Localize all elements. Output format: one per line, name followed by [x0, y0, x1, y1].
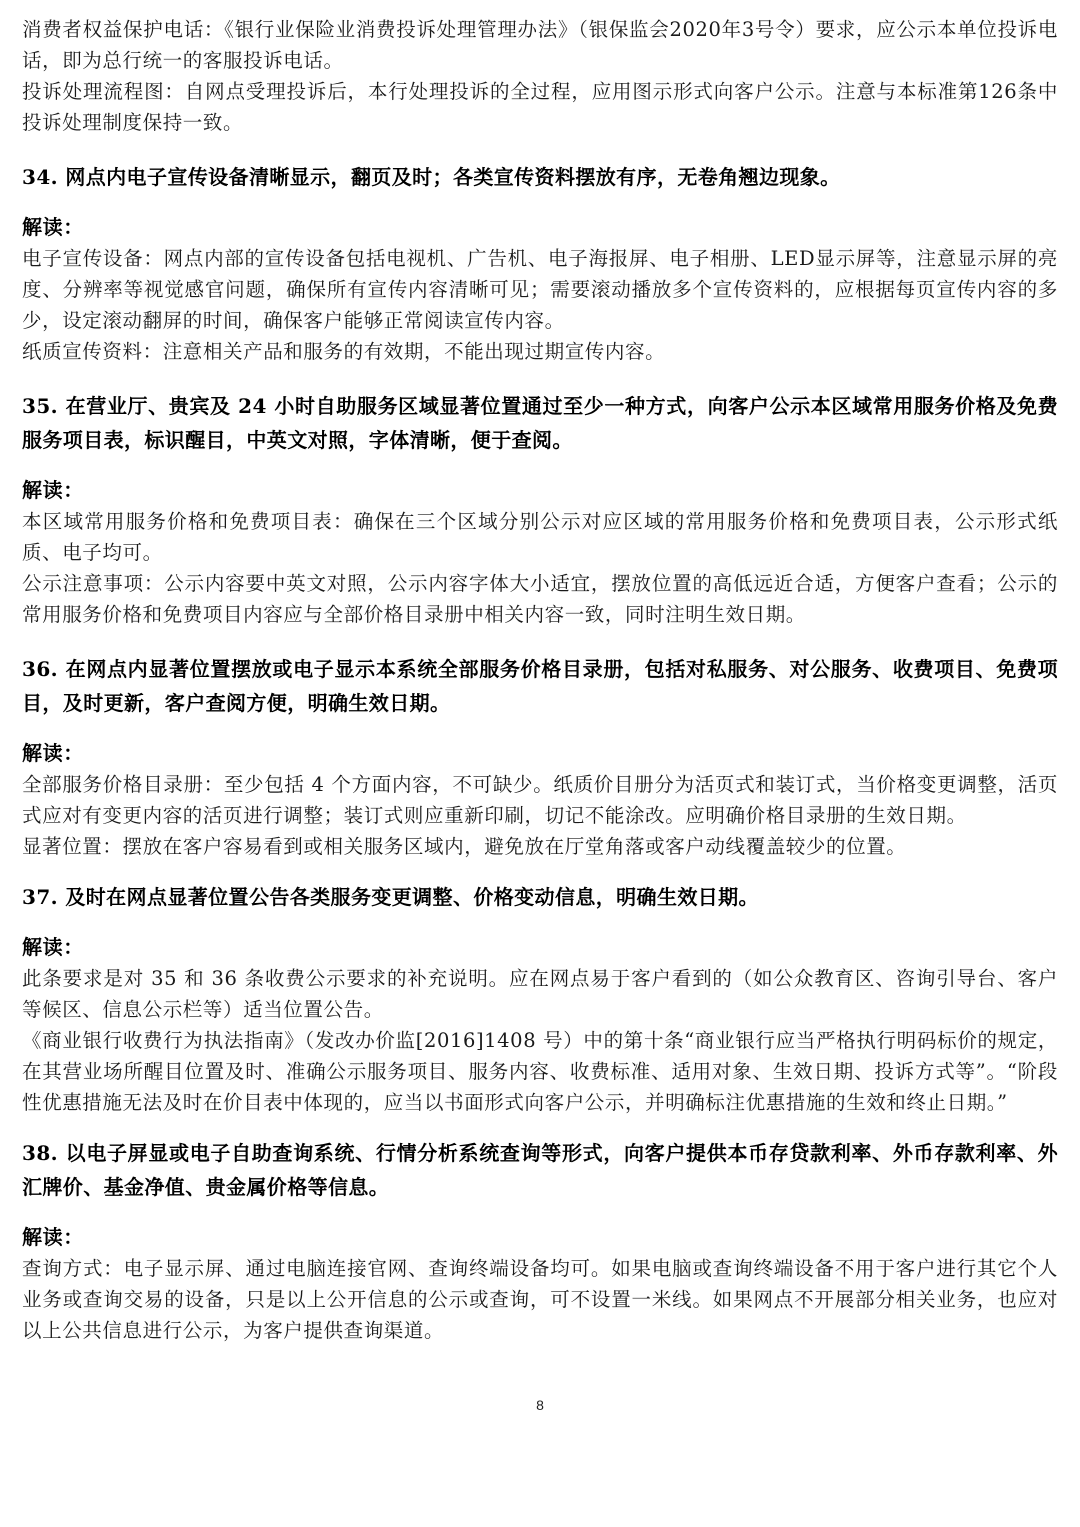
interpretation-paragraph: 公示注意事项：公示内容要中英文对照，公示内容字体大小适宜，摆放位置的高低远近合适，方便客户查看；公示的常用服务价格和免费项目内容应与全部价格目录册中相关内容一致，同时注明生效日期。: [22, 572, 1058, 626]
section-37: [22, 880, 1058, 1118]
section-heading: 38. 以电子屏显或电子自助查询系统、行情分析系统查询等形式，向客户提供本币存贷款利率、外币存款利率、外汇牌价、基金净值、贵金属价格等信息。: [22, 1141, 1058, 1199]
interpretation-paragraph: 全部服务价格目录册：至少包括 4 个方面内容，不可缺少。纸质价目册分为活页式和装订式，当价格变更调整，活页式应对有变更内容的活页进行调整；装订式则应重新印刷，切记不能涂改。应明确价格目录册的生效日期。: [22, 773, 1058, 827]
section-35: [22, 389, 1058, 630]
interpretation-paragraph: 本区域常用服务价格和免费项目表：确保在三个区域分别公示对应区域的常用服务价格和免费项目表，公示形式纸质、电子均可。: [22, 510, 1058, 564]
interpretation-label: 解读：: [22, 1225, 84, 1249]
interpretation-paragraph: 《商业银行收费行为执法指南》（发改办价监[2016]1408 号）中的第十条“商业银行应当严格执行明码标价的规定，在其营业场所醒目位置及时、准确公示服务项目、服务内容、收费标准、适用对象、生效日期、投诉方式等”。“阶段性优惠措施无法及时在价目表中体现的，应当以书面形式向客户公示，并明确标注优惠措施的生效和终止日期。”: [22, 1029, 1058, 1114]
interpretation-paragraph: 显著位置：摆放在客户容易看到或相关服务区域内，避免放在厅堂角落或客户动线覆盖较少的位置。: [22, 835, 907, 858]
interpretation-paragraph: 此条要求是对 35 和 36 条收费公示要求的补充说明。应在网点易于客户看到的（如公众教育区、咨询引导台、客户等候区、信息公示栏等）适当位置公告。: [22, 967, 1058, 1021]
interpretation-paragraph: 查询方式：电子显示屏、通过电脑连接官网、查询终端设备均可。如果电脑或查询终端设备不用于客户进行其它个人业务或查询交易的设备，只是以上公开信息的公示或查询，可不设置一米线。如果网点不开展部分相关业务，也应对以上公共信息进行公示，为客户提供查询渠道。: [22, 1257, 1058, 1342]
section-38: [22, 1136, 1058, 1346]
section-heading: 36. 在网点内显著位置摆放或电子显示本系统全部服务价格目录册，包括对私服务、对公服务、收费项目、免费项目，及时更新，客户查阅方便，明确生效日期。: [22, 657, 1058, 715]
interpretation-label: 解读：: [22, 741, 84, 765]
interpretation-label: 解读：: [22, 935, 84, 959]
section-36: [22, 652, 1058, 862]
section-34: [22, 160, 1058, 367]
interpretation-paragraph: 电子宣传设备：网点内部的宣传设备包括电视机、广告机、电子海报屏、电子相册、LED显示屏等，注意显示屏的亮度、分辨率等视觉感官问题，确保所有宣传内容清晰可见；需要滚动播放多个宣传资料的，应根据每页宣传内容的多少，设定滚动翻屏的时间，确保客户能够正常阅读宣传内容。: [22, 247, 1058, 332]
page-number: 8: [536, 1397, 544, 1413]
interpretation-label: 解读：: [22, 215, 84, 239]
document-page: [22, 14, 1058, 1346]
section-heading: 35. 在营业厅、贵宾及 24 小时自助服务区域显著位置通过至少一种方式，向客户公示本区域常用服务价格及免费服务项目表，标识醒目，中英文对照，字体清晰，便于查阅。: [22, 394, 1058, 452]
section-heading: 37. 及时在网点显著位置公告各类服务变更调整、价格变动信息，明确生效日期。: [22, 885, 759, 909]
intro-paragraph: 投诉处理流程图：自网点受理投诉后，本行处理投诉的全过程，应用图示形式向客户公示。注意与本标准第126条中投诉处理制度保持一致。: [22, 80, 1058, 134]
interpretation-paragraph: 纸质宣传资料：注意相关产品和服务的有效期，不能出现过期宣传内容。: [22, 340, 666, 363]
section-heading: 34. 网点内电子宣传设备清晰显示，翻页及时；各类宣传资料摆放有序，无卷角翘边现象。: [22, 165, 841, 189]
interpretation-label: 解读：: [22, 478, 84, 502]
intro-paragraph: 消费者权益保护电话：《银行业保险业消费投诉处理管理办法》（银保监会2020年3号令）要求，应公示本单位投诉电话，即为总行统一的客服投诉电话。: [22, 18, 1058, 72]
